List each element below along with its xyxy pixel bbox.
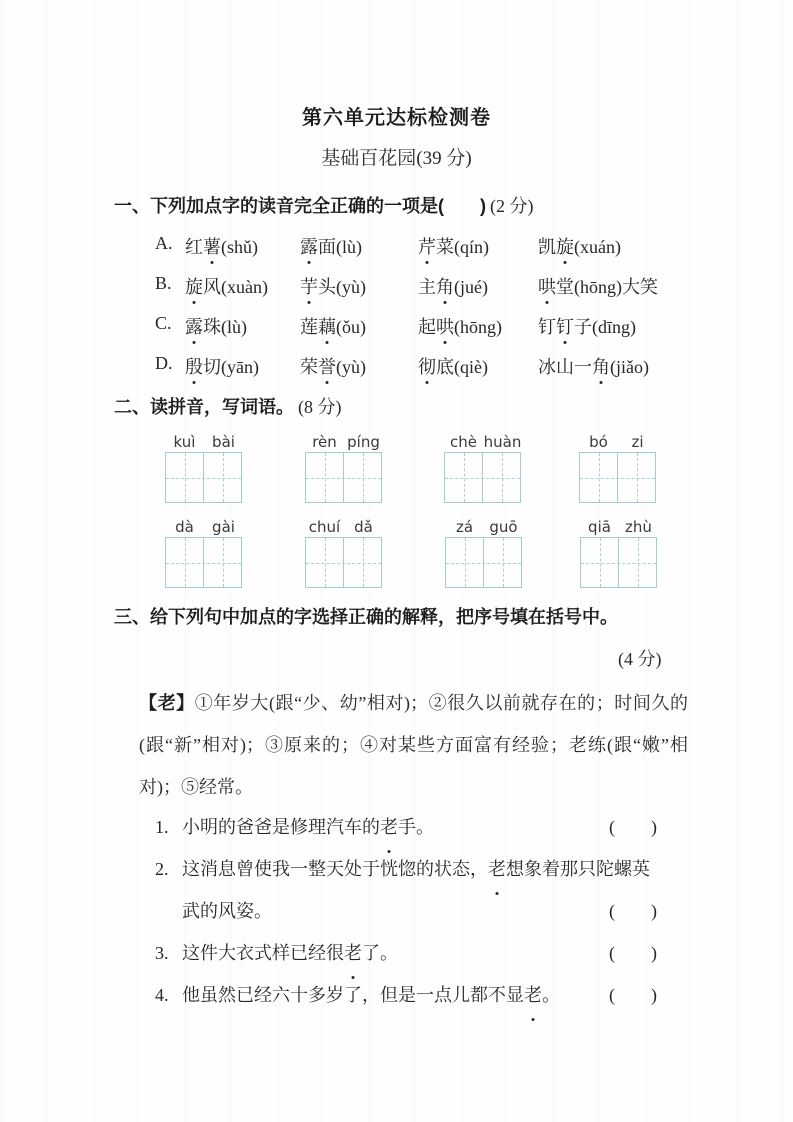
word-pre: 凯 [538,237,556,257]
section3-score: (4 分) [618,649,662,669]
grid-cell[interactable] [484,538,521,587]
grid-cell[interactable] [306,453,344,502]
word-dotted-char: 角 [436,273,454,299]
word-post: 堂(hōng)大笑 [556,277,658,297]
writing-grid-box[interactable] [445,537,522,588]
word-dotted-char: 露 [300,233,318,259]
word-post: (jiǎo) [610,357,649,377]
pinyin-syllable: chè [450,433,477,451]
section3-heading-text: 三、给下列句中加点的字选择正确的解释，把序号填在括号中。 [114,607,618,627]
pinyin-label [579,433,657,451]
sentence-post: 手。 [398,817,434,837]
sentence-post: 想象着那只陀螺英武的风姿。 [182,859,650,921]
word-post: 头(yù) [318,277,366,297]
option-row-d [155,353,793,379]
grid-cell[interactable] [618,453,655,502]
section3-heading [114,603,618,629]
pinyin-syllable: chuí [308,518,341,536]
word-post: 菜(qín) [436,237,489,257]
writing-grid-box[interactable] [165,537,242,588]
word-dotted-char: 殷 [185,353,203,379]
pinyin-syllable: kuì [173,433,196,451]
grid-cell[interactable] [445,453,483,502]
sentence-post: 了。 [362,943,398,963]
option-word [300,233,362,259]
sentence-pre: 这件大衣式样已经很 [182,943,344,963]
option-word [418,233,489,259]
writing-grid-box[interactable] [305,452,382,503]
grid-cell[interactable] [306,538,344,587]
option-word [418,273,488,299]
grid-cell[interactable] [204,538,241,587]
sentence-post: 。 [542,985,560,1005]
pinyin-label [580,518,658,536]
option-word [418,313,502,339]
section2-score: (8 分) [298,397,342,417]
pinyin-label [444,433,522,451]
definition-body: ①年岁大(跟“少、幼”相对)；②很久以前就存在的；时间久的(跟“新”相对)；③原来的；④对某些方面富有经验；老练(跟“嫩”相对)；⑤经常。 [139,693,688,797]
option-label: D. [155,353,173,373]
answer-bracket[interactable]: ( ) [609,901,657,921]
writing-grid-box[interactable] [165,452,242,503]
word-dotted-char: 誉 [318,353,336,379]
word-post: 珠(lù) [203,317,247,337]
pinyin-syllable: zhù [625,518,652,536]
word-dotted-char: 角 [592,353,610,379]
option-word [300,313,366,339]
option-word [538,353,649,379]
item-sentence [182,974,597,1016]
option-word [538,233,621,259]
word-post: (shǔ) [221,237,258,257]
sentence-pre: 小明的爸爸是修理汽车的 [182,817,380,837]
grid-cell[interactable] [166,453,204,502]
pinyin-syllable: qiā [588,518,611,536]
grid-cell[interactable] [344,538,381,587]
grid-cell[interactable] [204,453,241,502]
word-post: 切(yān) [203,357,259,377]
word-dotted-char: 旋 [185,273,203,299]
item-sentence [182,848,657,932]
word-dotted-char: 薯 [203,233,221,259]
word-pre: 主 [418,277,436,297]
pinyin-syllable: zá [455,518,474,536]
section1-heading [114,192,534,218]
grid-cell[interactable] [483,453,520,502]
word-post: (hōng) [454,317,502,337]
option-row-c [155,313,793,339]
grid-cell[interactable] [619,538,656,587]
word-pre: 红 [185,237,203,257]
pinyin-label [165,433,243,451]
writing-grid-box[interactable] [580,537,657,588]
word-post: (xuán) [574,237,621,257]
definition-headword: 【老】 [139,693,195,713]
option-word [185,353,259,379]
section2-heading [114,393,342,419]
word-dotted-char: 钉 [556,313,574,339]
sentence-pre: 他虽然已经六十多岁了，但是一点儿都不显 [182,985,524,1005]
item-number: 1. [155,817,169,837]
grid-cell[interactable] [166,538,204,587]
word-dotted-char: 旋 [556,233,574,259]
grid-cell[interactable] [344,453,381,502]
word-pre: 钉 [538,317,556,337]
option-word [300,353,366,379]
question-item-1 [155,806,657,848]
option-word [185,313,247,339]
word-post: (yù) [336,357,366,377]
pinyin-syllable: bài [212,433,235,451]
writing-grid-box[interactable] [579,452,656,503]
writing-grid-box[interactable] [444,452,521,503]
word-post: 风(xuàn) [203,277,268,297]
pinyin-label [445,518,523,536]
pinyin-syllable: píng [347,433,380,451]
sentence-pre: 这消息曾使我一整天处于恍惚的状态， [182,859,488,879]
word-post: 底(qiè) [436,357,488,377]
word-post: (ǒu) [336,317,366,337]
question-item-2 [155,848,657,932]
word-post: 子(dīng) [574,317,636,337]
word-dotted-char: 露 [185,313,203,339]
section2-heading-text: 二、读拼音，写词语。 [114,397,294,417]
grid-cell[interactable] [580,453,618,502]
pinyin-syllable: zi [631,433,644,451]
option-word [185,273,268,299]
sentence-dotted-char: 老 [344,932,362,974]
item-sentence [182,806,597,848]
sentence-dotted-char: 老 [524,974,542,1016]
word-pre: 冰山一 [538,357,592,377]
answer-bracket[interactable]: ( ) [609,943,657,963]
option-word [300,273,366,299]
grid-cell[interactable] [446,538,484,587]
option-label: C. [155,313,172,333]
word-pre: 莲 [300,317,318,337]
section1-score: (2 分) [490,196,534,216]
word-dotted-char: 芋 [300,273,318,299]
question-item-3 [155,932,657,974]
word-dotted-char: 哄 [436,313,454,339]
pinyin-syllable: huàn [483,433,522,451]
word-pre: 起 [418,317,436,337]
option-word [418,353,488,379]
word-dotted-char: 藕 [318,313,336,339]
word-post: (jué) [454,277,488,297]
option-word [538,313,636,339]
item-number: 4. [155,985,169,1005]
pinyin-syllable: gài [212,518,235,536]
item-sentence [182,932,597,974]
definition-block [139,682,688,808]
pinyin-syllable: dǎ [354,518,373,536]
writing-grid-box[interactable] [305,537,382,588]
word-dotted-char: 芹 [418,233,436,259]
item-number: 3. [155,943,169,963]
grid-cell[interactable] [581,538,619,587]
question-item-4 [155,974,657,1016]
word-dotted-char: 彻 [418,353,436,379]
option-label: A. [155,233,173,253]
pinyin-label [305,518,383,536]
pinyin-label [305,433,383,451]
page-subtitle: 基础百花园(39 分) [321,148,472,169]
word-dotted-char: 哄 [538,273,556,299]
option-word [538,273,658,299]
section1-heading-text: 一、下列加点字的读音完全正确的一项是( ) [114,196,486,216]
option-word [185,233,258,259]
word-pre: 荣 [300,357,318,377]
page-title: 第六单元达标检测卷 [302,107,491,129]
answer-bracket[interactable]: ( ) [609,817,657,837]
pinyin-syllable: rèn [312,433,337,451]
option-row-b [155,273,793,299]
item-number: 2. [155,859,169,879]
sentence-dotted-char: 老 [488,848,506,890]
pinyin-syllable: bó [589,433,608,451]
answer-bracket[interactable]: ( ) [609,985,657,1005]
pinyin-syllable: guō [489,518,518,536]
word-post: 面(lù) [318,237,362,257]
option-row-a [155,233,793,259]
pinyin-label [165,518,243,536]
sentence-dotted-char: 老 [380,806,398,848]
pinyin-syllable: dà [175,518,194,536]
option-label: B. [155,273,172,293]
